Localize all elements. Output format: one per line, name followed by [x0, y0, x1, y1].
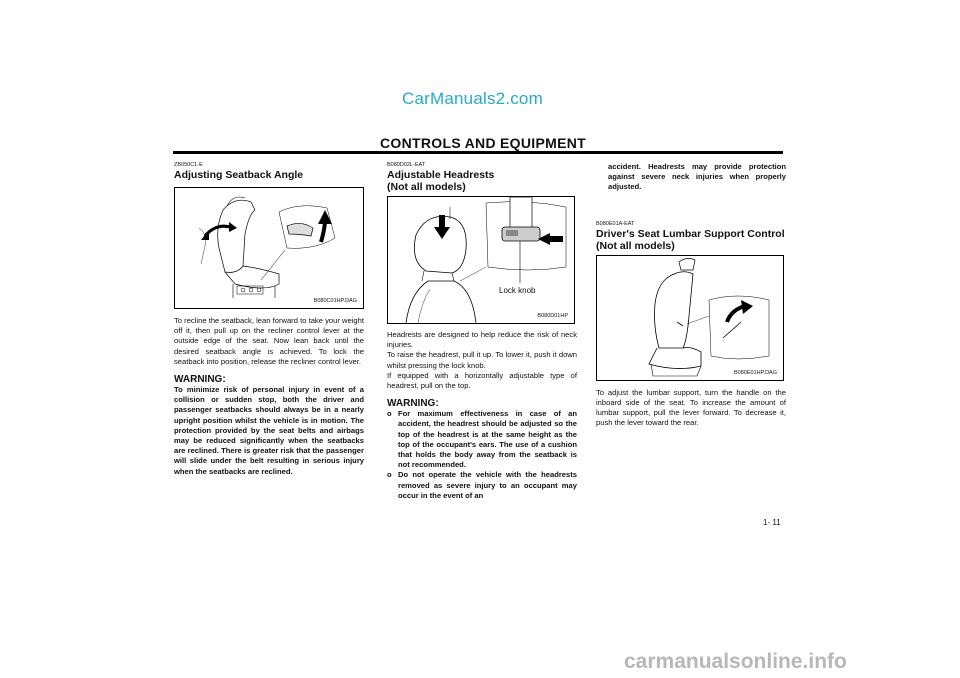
warning-heading: WARNING: — [387, 398, 439, 410]
bullet-text: For maximum effectiveness in case of an accident, the headrest should be adjusted so the top of the headrest is at the same height as the top of the occupant's ears. The use of a cushion that holds the body away from the seatback is not recommended. — [398, 409, 577, 470]
section-code: B080E01A-EAT — [596, 220, 635, 227]
lumbar-seat-illustration — [597, 256, 783, 380]
lumbar-figure — [596, 255, 784, 381]
page-number: 1- 11 — [763, 518, 781, 527]
column-lumbar-support — [596, 162, 786, 428]
page-title: CONTROLS AND EQUIPMENT — [380, 135, 586, 151]
body-paragraph: Headrests are designed to help reduce the risk of neck injuries. To raise the headrest, pull it up. To lower it, push it down whilst pressing the lock knob. If equipped with a horizontally adjustable type of headrest, pull on the top. — [387, 330, 577, 391]
warning-heading: WARNING: — [174, 374, 226, 386]
body-paragraph: To adjust the lumbar support, turn the handle on the inboard side of the seat. To increase the amount of lumbar support, pull the lever forward. To decrease it, push the lever toward the rear. — [596, 387, 786, 428]
column-headrests — [387, 162, 577, 501]
warning-bullet — [387, 409, 577, 470]
watermark-bottom: carmanualsonline.info — [624, 650, 847, 673]
continued-warning: accident. Headrests may provide protection against severe neck injuries when properly adjusted. — [608, 162, 786, 192]
seatback-figure — [174, 187, 364, 309]
lock-knob-label: Lock knob — [499, 286, 536, 295]
section-title: Driver's Seat Lumbar Support Control — [596, 227, 785, 240]
watermark-top: CarManuals2.com — [402, 89, 543, 108]
warning-paragraph: To minimize risk of personal injury in event of a collision or sudden stop, both the driver and passenger seatbacks should always be in a nearly upright position whilst the vehicle is in motion. The protection provided by the seat belts and airbags may be reduced significantly when the seatbacks are reclined. There is greater risk that the passenger will slide under the belt resulting in serious injury when the seatbacks are reclined. — [174, 385, 364, 476]
section-subtitle: (Not all models) — [387, 181, 466, 193]
bullet-mark: o — [387, 470, 392, 480]
figure-caption: B080D01HP — [537, 313, 568, 319]
column-seatback-angle — [174, 162, 364, 477]
section-code: B080D02L-EAT — [387, 162, 426, 168]
seat-recline-illustration — [175, 188, 363, 308]
header-divider — [173, 151, 783, 154]
bullet-text: Do not operate the vehicle with the headrests removed as severe injury to an occupant may occur in the event of an — [398, 470, 577, 500]
section-title: Adjusting Seatback Angle — [174, 169, 304, 181]
figure-caption: B080C01HP.DAG — [313, 298, 357, 304]
section-subtitle: (Not all models) — [596, 239, 675, 252]
headrest-figure — [387, 196, 575, 324]
figure-caption: B080E01HP.DAG — [733, 369, 777, 376]
bullet-mark: o — [387, 409, 392, 419]
section-title: Adjustable Headrests — [387, 169, 495, 181]
warning-list — [387, 409, 577, 501]
warning-bullet — [387, 470, 577, 501]
body-paragraph: To recline the seatback, lean forward to take your weight off it, then pull up on the recliner control lever at the outside edge of the seat. Now lean back until the desired seatback angle is achieved. To lock the seatback into position, release the recliner control lever. — [174, 316, 364, 366]
headrest-illustration — [388, 197, 574, 323]
section-code: ZB050C1-E — [174, 162, 203, 168]
